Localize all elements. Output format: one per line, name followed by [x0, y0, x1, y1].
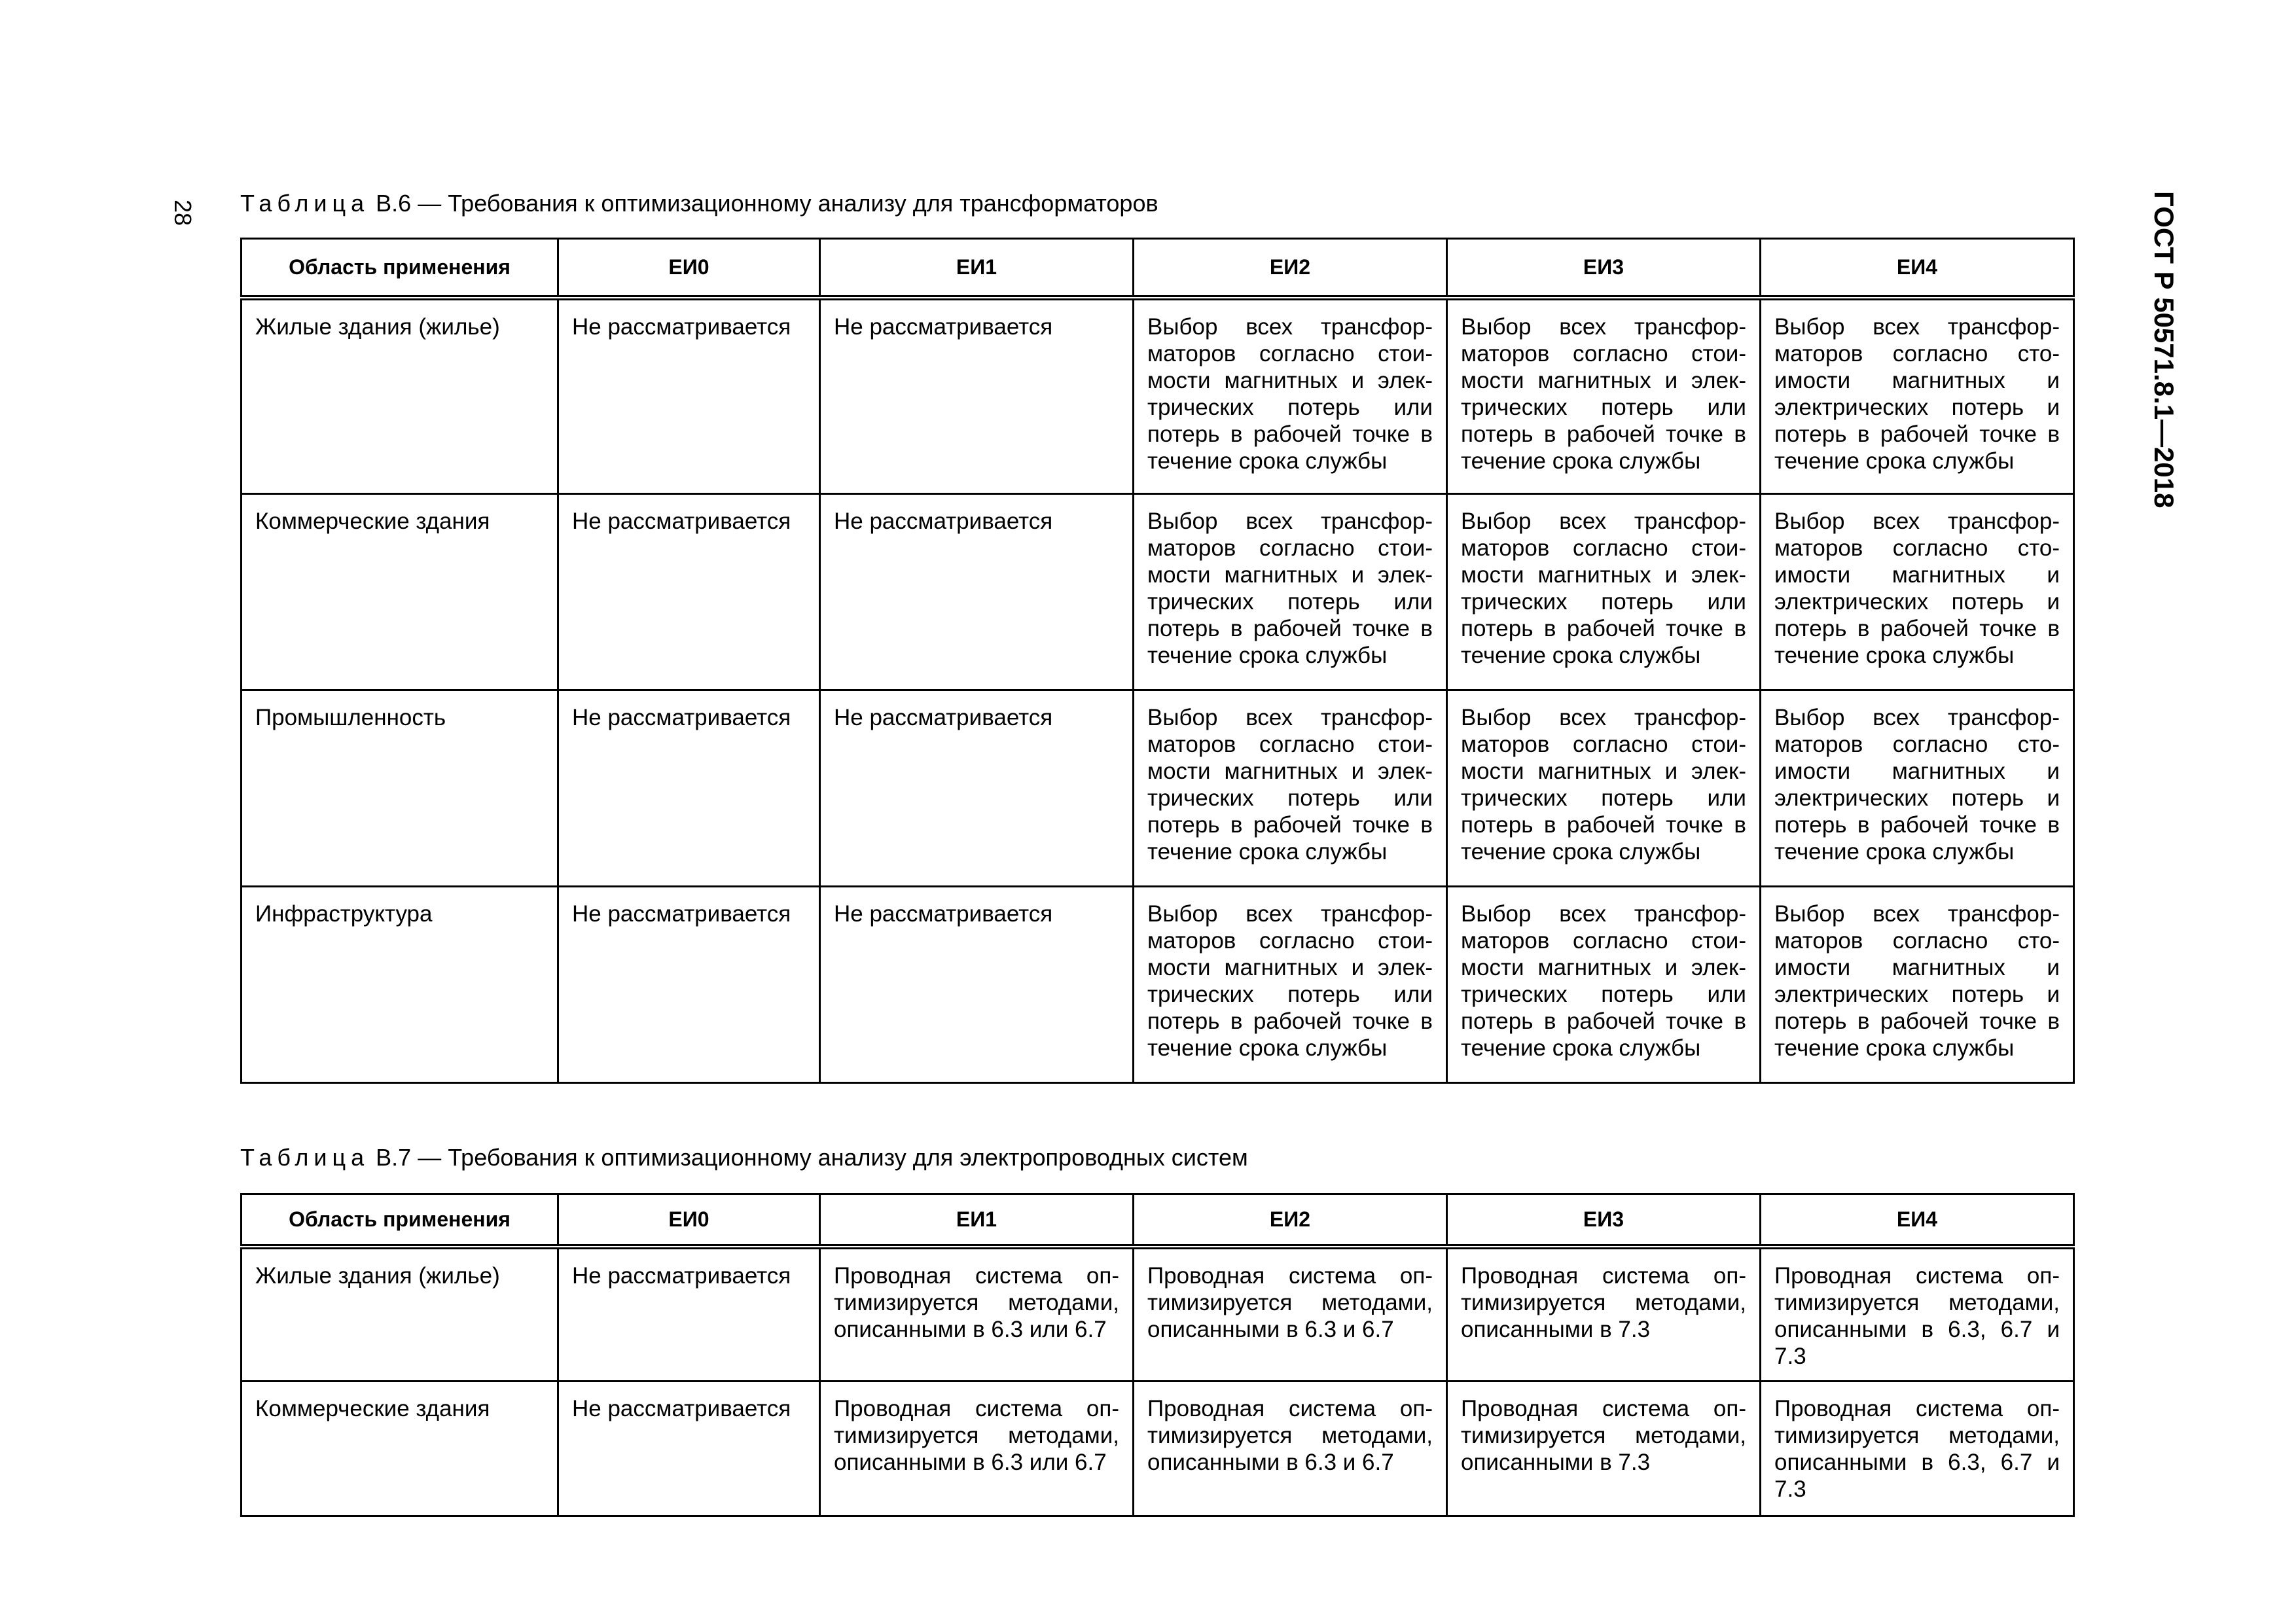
table-b6-caption-text: В.6 — Требования к оптимизационному анализу для трансформаторов	[369, 190, 1158, 217]
table-cell: Выбор всех трансфор-маторов согласно стои-мости магнитных и элек-трических потерь или потерь в рабочей точке в течение срока службы	[1134, 298, 1447, 494]
table-cell: Проводная система оп-тимизируется методами, описанными в 6.3 или 6.7	[820, 1247, 1134, 1382]
table-cell: Выбор всех трансфор-маторов согласно стои-мости магнитных и элек-трических потерь или потерь в рабочей точке в течение срока службы	[1134, 887, 1447, 1083]
table-cell: Не рассматривается	[820, 494, 1134, 690]
table-cell: Выбор всех трансфор-маторов согласно сто-имости магнитных и электрических потерь и потерь в рабочей точке в течение срока службы	[1761, 887, 2074, 1083]
table-cell: Не рассматривается	[558, 298, 820, 494]
table-b7-caption-prefix: Таблица	[240, 1144, 370, 1171]
table-cell: Выбор всех трансфор-маторов согласно стои-мости магнитных и элек-трических потерь или потерь в рабочей точке в течение срока службы	[1447, 690, 1761, 887]
table-b7-header-cell: ЕИ1	[820, 1194, 1134, 1247]
table-row	[242, 298, 2074, 494]
page-number: 28	[170, 200, 196, 226]
table-row	[242, 494, 2074, 690]
table-cell: Проводная система оп-тимизируется методами, описанными в 6.3, 6.7 и 7.3	[1761, 1247, 2074, 1382]
table-b6-header-cell: Область применения	[242, 239, 558, 298]
table-b6-caption-prefix: Таблица	[240, 190, 370, 217]
table-b7-header-cell: Область применения	[242, 1194, 558, 1247]
table-b7-header-row	[242, 1194, 2074, 1247]
table-cell: Проводная система оп-тимизируется методами, описанными в 6.3 и 6.7	[1134, 1247, 1447, 1382]
table-cell: Выбор всех трансфор-маторов согласно сто-имости магнитных и электрических потерь и потерь в рабочей точке в течение срока службы	[1761, 298, 2074, 494]
table-b7-caption	[240, 1144, 1248, 1171]
table-b6-header-cell: ЕИ2	[1134, 239, 1447, 298]
table-cell: Не рассматривается	[820, 690, 1134, 887]
table-cell: Выбор всех трансфор-маторов согласно стои-мости магнитных и элек-трических потерь или потерь в рабочей точке в течение срока службы	[1447, 887, 1761, 1083]
table-b6-header-row	[242, 239, 2074, 298]
table-b7-header-cell: ЕИ4	[1761, 1194, 2074, 1247]
table-cell: Проводная система оп-тимизируется методами, описанными в 6.3 и 6.7	[1134, 1382, 1447, 1516]
table-b7-caption-text: В.7 — Требования к оптимизационному анализу для электропроводных систем	[369, 1144, 1248, 1171]
table-cell: Выбор всех трансфор-маторов согласно стои-мости магнитных и элек-трических потерь или потерь в рабочей точке в течение срока службы	[1447, 494, 1761, 690]
table-cell: Не рассматривается	[820, 298, 1134, 494]
table-b7-header-cell: ЕИ0	[558, 1194, 820, 1247]
table-cell: Не рассматривается	[558, 690, 820, 887]
table-cell: Не рассматривается	[558, 1382, 820, 1516]
table-cell: Выбор всех трансфор-маторов согласно сто-имости магнитных и электрических потерь и потерь в рабочей точке в течение срока службы	[1761, 494, 2074, 690]
table-cell: Не рассматривается	[558, 887, 820, 1083]
table-cell: Промышленность	[242, 690, 558, 887]
table-cell: Проводная система оп-тимизируется методами, описанными в 6.3 или 6.7	[820, 1382, 1134, 1516]
table-cell: Проводная система оп-тимизируется методами, описанными в 7.3	[1447, 1247, 1761, 1382]
table-cell: Проводная система оп-тимизируется методами, описанными в 6.3, 6.7 и 7.3	[1761, 1382, 2074, 1516]
table-cell: Жилые здания (жилье)	[242, 1247, 558, 1382]
table-row	[242, 690, 2074, 887]
table-b6	[240, 238, 2075, 1084]
table-cell: Жилые здания (жилье)	[242, 298, 558, 494]
table-cell: Выбор всех трансфор-маторов согласно стои-мости магнитных и элек-трических потерь или потерь в рабочей точке в течение срока службы	[1134, 494, 1447, 690]
table-b6-caption	[240, 190, 1158, 217]
table-cell: Выбор всех трансфор-маторов согласно стои-мости магнитных и элек-трических потерь или потерь в рабочей точке в течение срока службы	[1447, 298, 1761, 494]
table-cell: Выбор всех трансфор-маторов согласно стои-мости магнитных и элек-трических потерь или потерь в рабочей точке в течение срока службы	[1134, 690, 1447, 887]
table-cell: Выбор всех трансфор-маторов согласно сто-имости магнитных и электрических потерь и потерь в рабочей точке в течение срока службы	[1761, 690, 2074, 887]
table-b6-header-cell: ЕИ1	[820, 239, 1134, 298]
table-row	[242, 887, 2074, 1083]
table-b7	[240, 1193, 2075, 1517]
table-cell: Не рассматривается	[820, 887, 1134, 1083]
table-cell: Проводная система оп-тимизируется методами, описанными в 7.3	[1447, 1382, 1761, 1516]
table-row	[242, 1382, 2074, 1516]
document-code: ГОСТ Р 50571.8.1—2018	[2149, 191, 2179, 508]
table-cell: Коммерческие здания	[242, 494, 558, 690]
table-b6-header-cell: ЕИ0	[558, 239, 820, 298]
table-b6-header-cell: ЕИ4	[1761, 239, 2074, 298]
table-row	[242, 1247, 2074, 1382]
table-cell: Инфраструктура	[242, 887, 558, 1083]
table-b7-header-cell: ЕИ3	[1447, 1194, 1761, 1247]
table-b7-header-cell: ЕИ2	[1134, 1194, 1447, 1247]
table-cell: Не рассматривается	[558, 1247, 820, 1382]
table-cell: Коммерческие здания	[242, 1382, 558, 1516]
table-b6-header-cell: ЕИ3	[1447, 239, 1761, 298]
table-cell: Не рассматривается	[558, 494, 820, 690]
